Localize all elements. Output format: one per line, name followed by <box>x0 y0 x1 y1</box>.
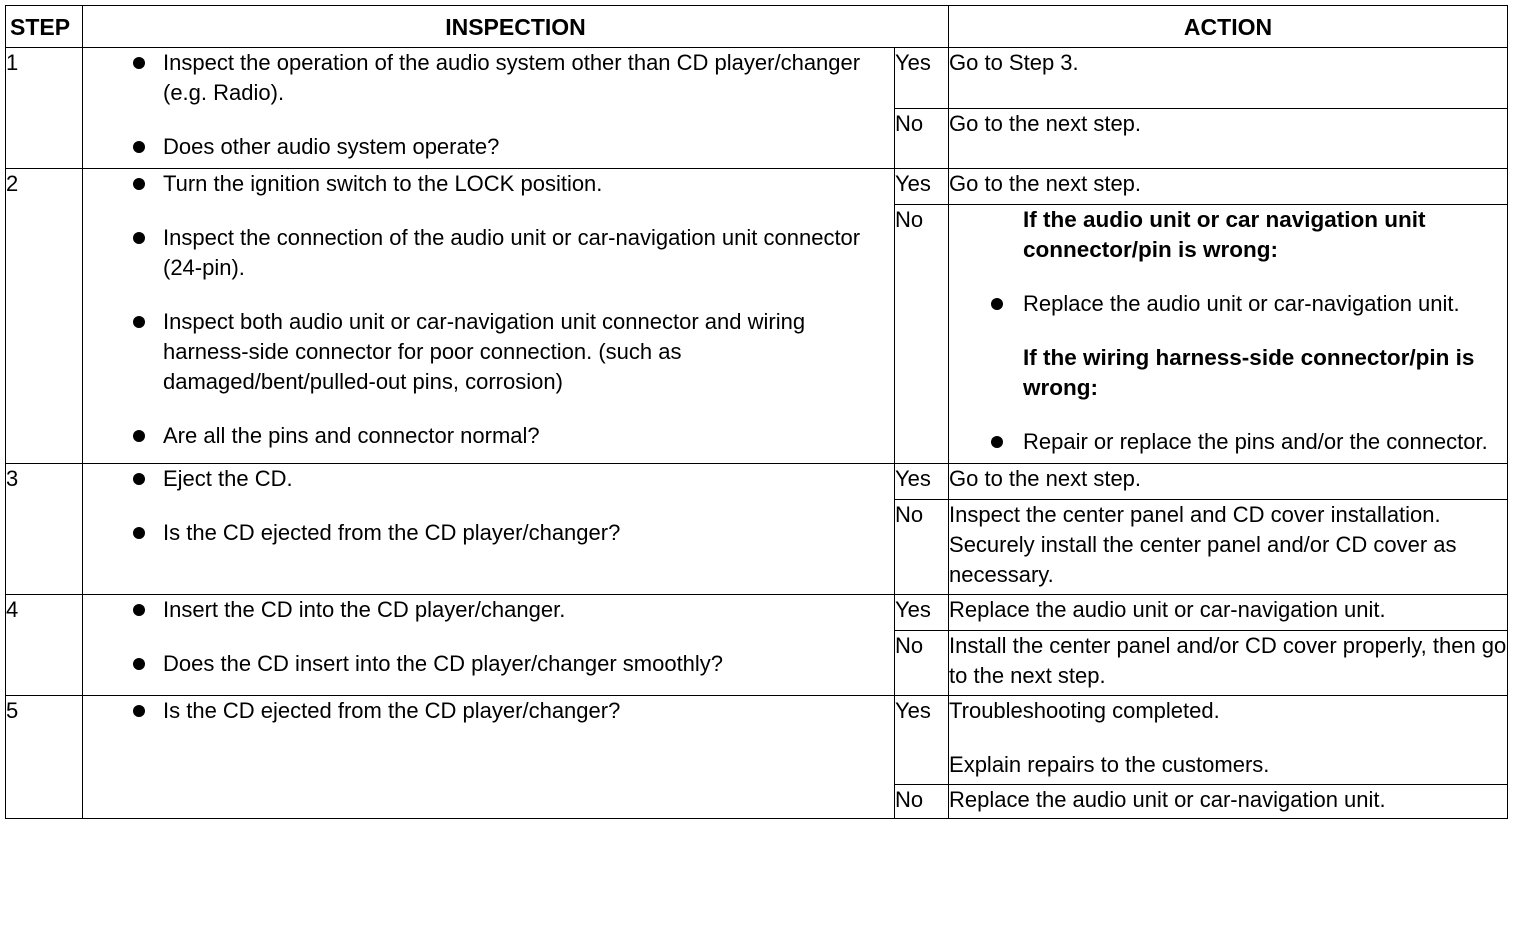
step-5-yes-label: Yes <box>895 696 949 785</box>
header-row <box>6 6 1508 48</box>
step-1-yes-action: Go to Step 3. <box>949 48 1508 109</box>
step-4-number: 4 <box>6 595 83 696</box>
bullet-dot-icon <box>133 178 145 190</box>
bullet-dot-icon <box>133 141 145 153</box>
bullet-dot-icon <box>133 430 145 442</box>
step-3-yes-row <box>6 464 1508 500</box>
inspection-bullet: Inspect the operation of the audio system other than CD player/changer (e.g. Radio). <box>83 48 894 108</box>
bullet-dot-icon <box>133 57 145 69</box>
inspection-bullet: Are all the pins and connector normal? <box>83 421 894 451</box>
step-5-yes-action: Troubleshooting completed. Explain repairs to the customers. <box>949 696 1508 785</box>
bullet-dot-icon <box>133 473 145 485</box>
step-5-number: 5 <box>6 696 83 819</box>
bullet-dot-icon <box>133 316 145 328</box>
inspection-bullet: Does other audio system operate? <box>83 132 894 162</box>
bullet-dot-icon <box>991 436 1003 448</box>
step-4-yes-action: Replace the audio unit or car-navigation unit. <box>949 595 1508 631</box>
bullet-dot-icon <box>133 658 145 670</box>
inspection-bullet: Insert the CD into the CD player/changer. <box>83 595 894 625</box>
step-1-no-action: Go to the next step. <box>949 108 1508 169</box>
troubleshooting-table <box>5 5 1508 819</box>
step-3-yes-action: Go to the next step. <box>949 464 1508 500</box>
inspection-bullet: Turn the ignition switch to the LOCK position. <box>83 169 894 199</box>
step-4-no-action: Install the center panel and/or CD cover properly, then go to the next step. <box>949 631 1508 696</box>
step-5-yes-row <box>6 696 1508 785</box>
no-action-heading: If the audio unit or car navigation unit connector/pin is wrong: <box>1023 207 1426 262</box>
step-4-no-label: No <box>895 631 949 696</box>
bullet-dot-icon <box>991 298 1003 310</box>
step-5-no-action: Replace the audio unit or car-navigation unit. <box>949 785 1508 819</box>
action-column-header: ACTION <box>949 6 1508 48</box>
inspection-column-header: INSPECTION <box>83 6 949 48</box>
action-bullet: Replace the audio unit or car-navigation unit. <box>1023 289 1507 319</box>
step-2-yes-action: Go to the next step. <box>949 169 1508 205</box>
inspection-bullet: Is the CD ejected from the CD player/changer? <box>83 696 894 726</box>
bullet-dot-icon <box>133 604 145 616</box>
step-column-header: STEP <box>6 6 83 48</box>
inspection-bullet: Does the CD insert into the CD player/changer smoothly? <box>83 649 894 679</box>
step-5-no-label: No <box>895 785 949 819</box>
step-2-yes-row <box>6 169 1508 205</box>
inspection-bullet: Is the CD ejected from the CD player/changer? <box>83 518 894 548</box>
step-1-yes-row <box>6 48 1508 109</box>
step-2-no-label: No <box>895 205 949 464</box>
step-3-no-label: No <box>895 500 949 595</box>
step-3-number: 3 <box>6 464 83 595</box>
step-5-inspection <box>83 696 895 819</box>
step-4-inspection <box>83 595 895 696</box>
step-2-number: 2 <box>6 169 83 464</box>
action-bullet: Repair or replace the pins and/or the connector. <box>1023 427 1507 457</box>
step-1-no-label: No <box>895 108 949 169</box>
step-2-yes-label: Yes <box>895 169 949 205</box>
step-2-no-action <box>949 205 1508 464</box>
inspection-bullet: Eject the CD. <box>83 464 894 494</box>
inspection-bullet: Inspect both audio unit or car-navigation unit connector and wiring harness-side connector for poor connection. (such as damaged/bent/pulled-out pins, corrosion) <box>83 307 894 397</box>
step-4-yes-label: Yes <box>895 595 949 631</box>
step-3-yes-label: Yes <box>895 464 949 500</box>
bullet-dot-icon <box>133 232 145 244</box>
step-1-inspection <box>83 48 895 169</box>
step-4-yes-row <box>6 595 1508 631</box>
step-1-yes-label: Yes <box>895 48 949 109</box>
step-3-no-action: Inspect the center panel and CD cover installation. Securely install the center panel and/or CD cover as necessary. <box>949 500 1508 595</box>
step-1-number: 1 <box>6 48 83 169</box>
inspection-bullet: Inspect the connection of the audio unit or car-navigation unit connector (24-pin). <box>83 223 894 283</box>
bullet-dot-icon <box>133 705 145 717</box>
step-2-inspection <box>83 169 895 464</box>
step-3-inspection <box>83 464 895 595</box>
bullet-dot-icon <box>133 527 145 539</box>
no-action-heading: If the wiring harness-side connector/pin is wrong: <box>1023 345 1475 400</box>
